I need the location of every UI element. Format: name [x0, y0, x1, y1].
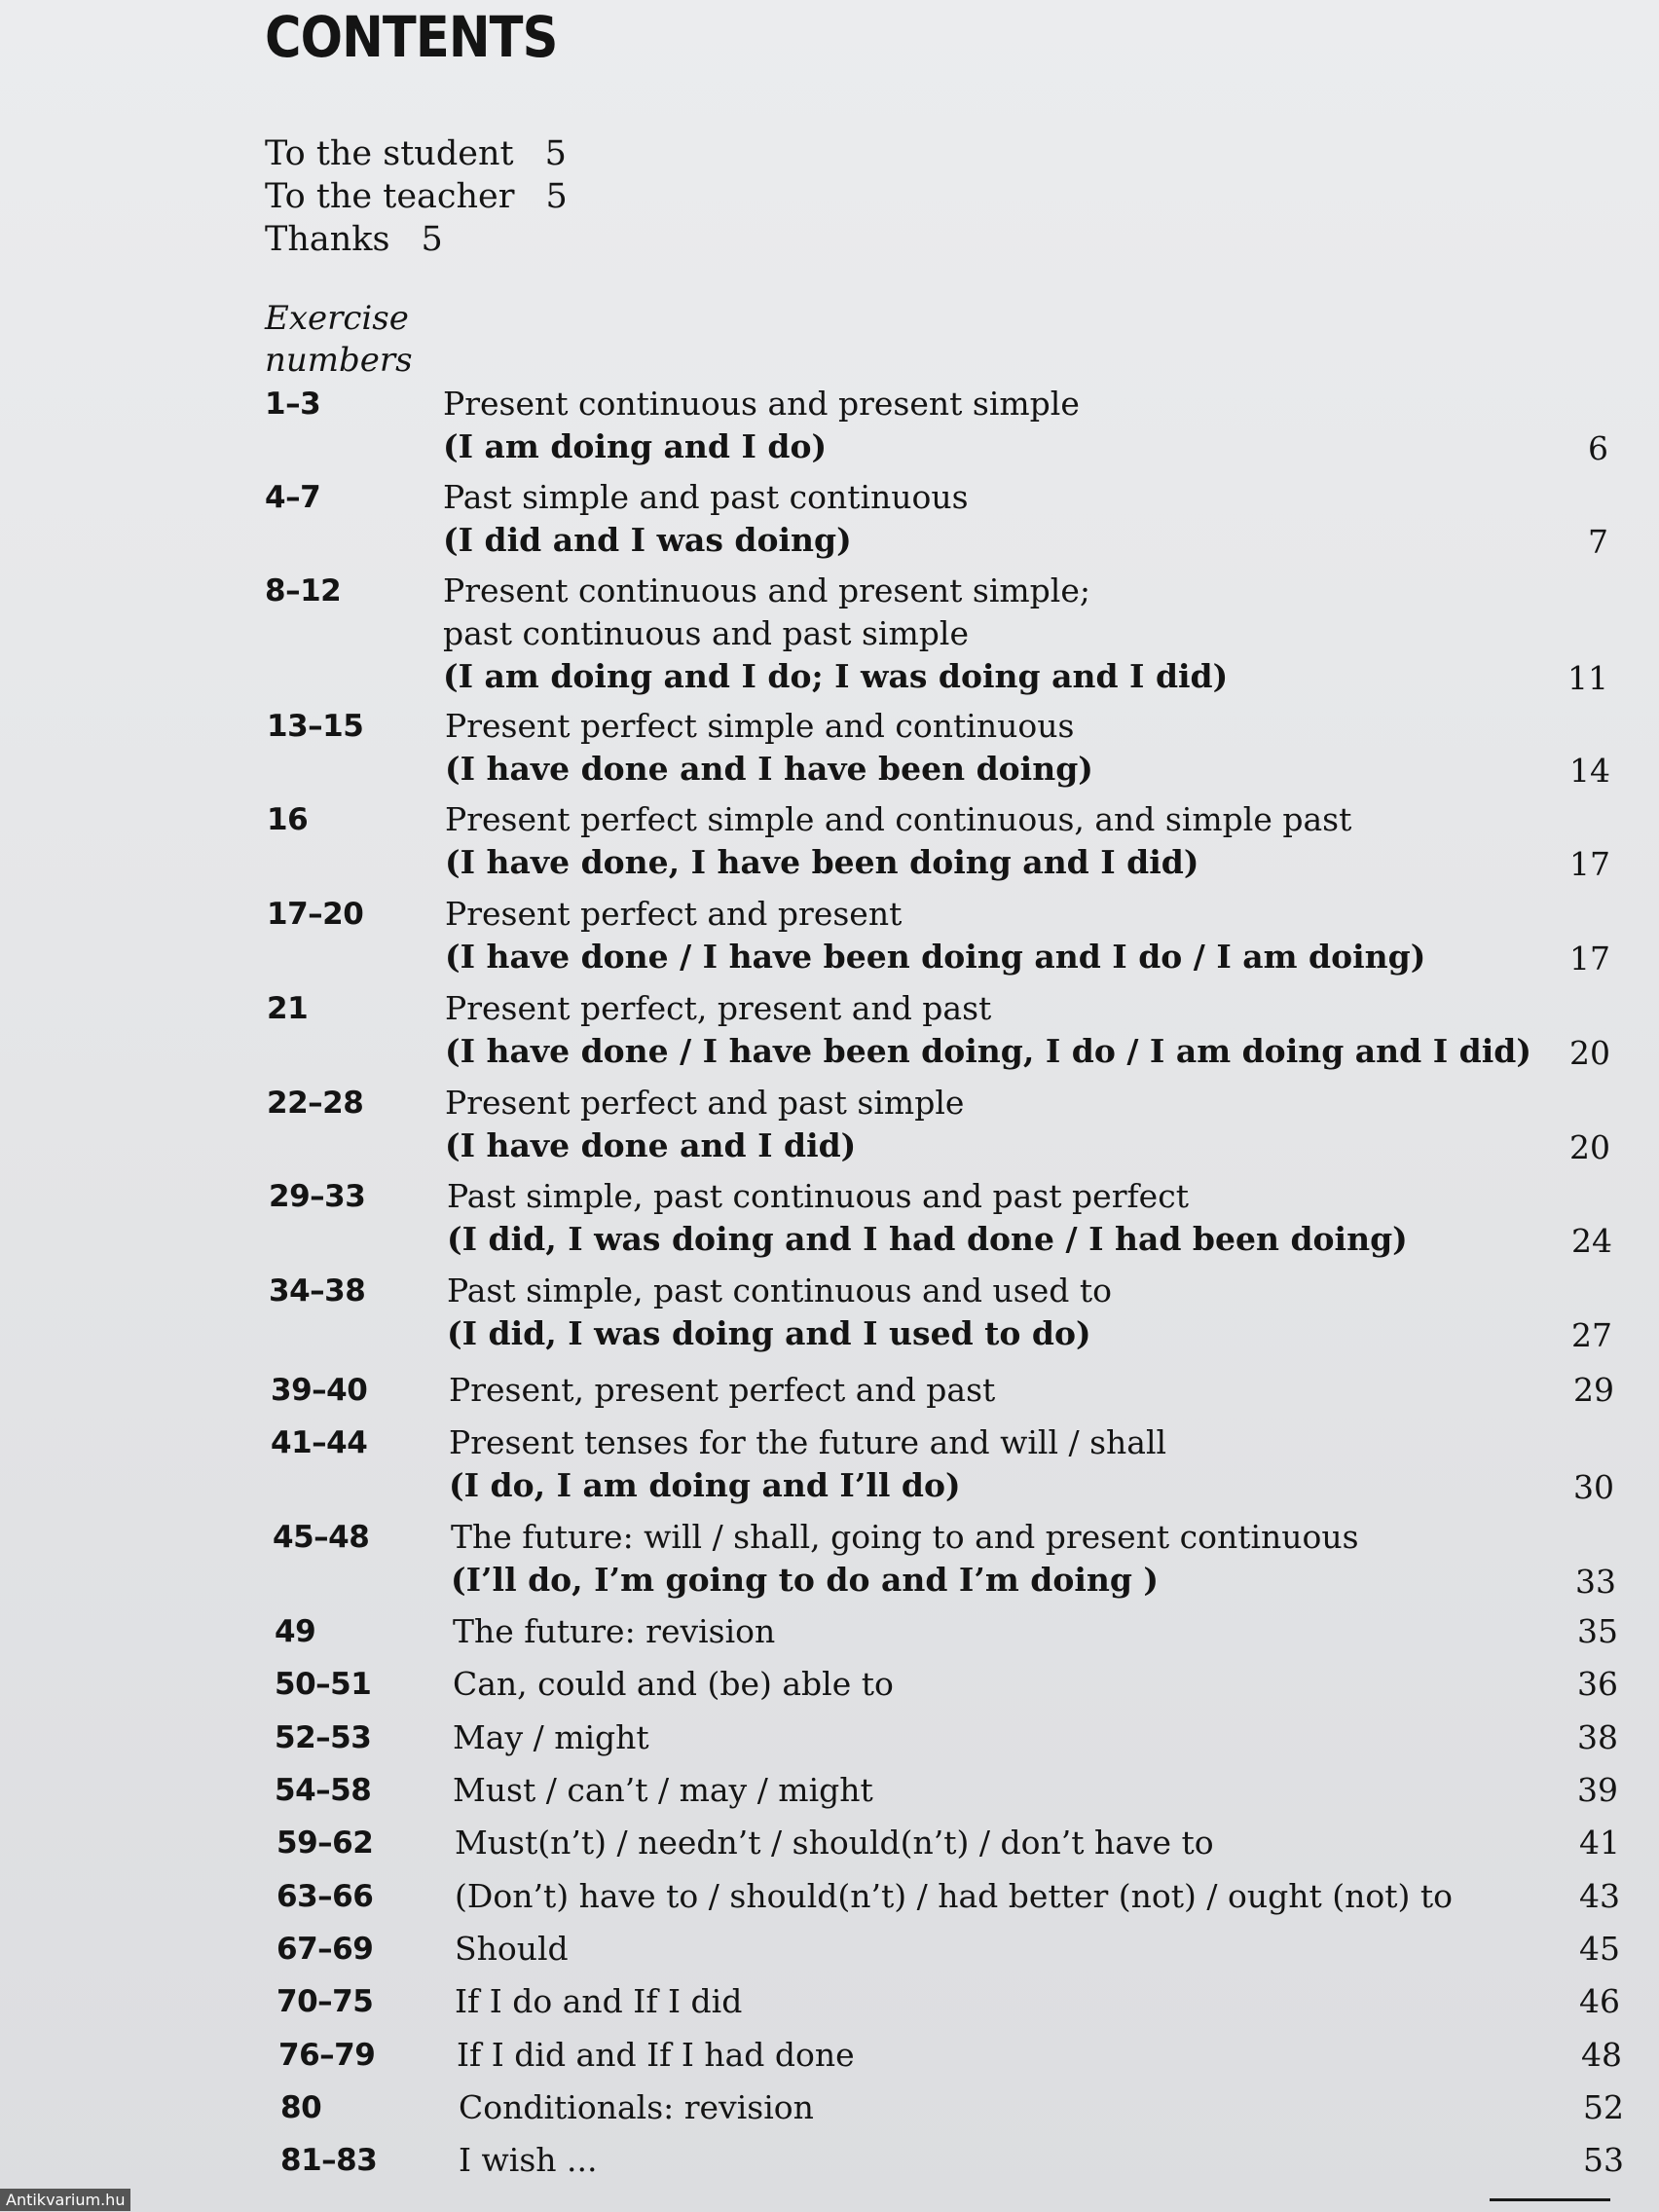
intro-page: 5 — [421, 220, 443, 259]
entry-title: Must / can’t / may / might — [453, 1771, 873, 1809]
page-number: 6 — [1588, 429, 1608, 467]
page-number: 33 — [1575, 1563, 1616, 1601]
entry-title: Must(n’t) / needn’t / should(n’t) / don’t have to — [455, 1824, 1214, 1862]
page-number: 35 — [1577, 1612, 1618, 1650]
exercise-number: 22–28 — [267, 1086, 364, 1121]
entry-example: (I have done and I have been doing) — [445, 750, 1093, 788]
entry-title: Past simple and past continuous — [443, 478, 969, 516]
entry-title: Present continuous and present simple; — [443, 571, 1090, 609]
watermark: Antikvarium.hu — [0, 2189, 130, 2211]
entry-example: (I’ll do, I’m going to do and I’m doing ) — [451, 1561, 1160, 1599]
exercise-number: 34–38 — [269, 1273, 366, 1309]
page-number: 45 — [1579, 1930, 1620, 1968]
entry-title: Can, could and (be) able to — [453, 1665, 894, 1703]
toc-row — [276, 1980, 1620, 2023]
toc-row — [271, 1421, 1614, 1509]
toc-entry-text — [455, 1875, 1453, 1918]
entry-example: (I have done, I have been doing and I did) — [445, 843, 1199, 881]
page-number: 17 — [1569, 845, 1610, 883]
exercise-number: 80 — [280, 2090, 322, 2125]
entry-title: Present perfect and present — [445, 895, 903, 933]
toc-row — [275, 1663, 1618, 1706]
entry-title: Present perfect, present and past — [445, 989, 992, 1027]
page-number: 14 — [1569, 752, 1610, 790]
exercise-number: 54–58 — [275, 1773, 372, 1808]
toc-row — [265, 383, 1608, 470]
toc-row — [273, 1516, 1616, 1604]
entry-title: Should — [455, 1930, 569, 1968]
toc-row — [280, 2139, 1624, 2182]
intro-item-student — [265, 132, 568, 175]
toc-entry-text — [449, 1369, 995, 1412]
page-number: 36 — [1577, 1665, 1618, 1703]
toc-entry-text — [453, 1769, 873, 1812]
entry-title: Past simple, past continuous and past perfect — [447, 1177, 1189, 1215]
exercise-number: 81–83 — [280, 2143, 378, 2178]
entry-title: The future: will / shall, going to and present continuous — [451, 1518, 1359, 1556]
toc-row — [267, 798, 1610, 886]
toc-entry-text — [455, 1980, 742, 2023]
intro-list — [265, 132, 568, 261]
exercise-number: 67–69 — [276, 1932, 374, 1967]
toc-entry-text — [453, 1716, 649, 1759]
intro-label: To the student — [265, 134, 514, 173]
intro-page: 5 — [544, 134, 567, 173]
toc-entry-text — [445, 987, 1531, 1073]
entry-title: Present continuous and present simple — [443, 385, 1080, 423]
intro-item-teacher — [265, 175, 568, 218]
intro-item-thanks — [265, 218, 568, 261]
page-number: 52 — [1583, 2088, 1624, 2126]
exercise-number: 21 — [267, 991, 309, 1026]
toc-row — [267, 893, 1610, 980]
entry-example: (I have done and I did) — [445, 1126, 857, 1164]
intro-label: Thanks — [265, 220, 390, 259]
exercise-number: 16 — [267, 802, 309, 837]
entry-title: Present perfect simple and continuous — [445, 707, 1075, 745]
page-number: 17 — [1569, 940, 1610, 977]
entry-example: (I did, I was doing and I had done / I had been doing) — [447, 1220, 1408, 1258]
page-number: 39 — [1577, 1771, 1618, 1809]
toc-entry-text — [447, 1175, 1408, 1261]
exercise-number: 63–66 — [276, 1879, 374, 1914]
entry-title: Present, present perfect and past — [449, 1371, 996, 1409]
toc-row — [280, 2086, 1624, 2129]
exercise-number: 76–79 — [278, 2038, 376, 2073]
entry-example: (I have done / I have been doing, I do / I am doing and I did) — [445, 1032, 1531, 1070]
heading-line: numbers — [265, 341, 413, 380]
entry-title: Past simple, past continuous and used to — [447, 1272, 1113, 1309]
toc-entry-text — [445, 893, 1425, 978]
page-number: 24 — [1571, 1222, 1612, 1260]
exercise-number: 29–33 — [269, 1179, 366, 1214]
toc-row — [275, 1610, 1618, 1653]
toc-row — [271, 1369, 1614, 1412]
bottom-rule — [1490, 2198, 1610, 2201]
toc-row — [275, 1769, 1618, 1812]
entry-title: Present tenses for the future and will / shall — [449, 1423, 1167, 1461]
exercise-number: 50–51 — [275, 1667, 372, 1702]
toc-row — [267, 1082, 1610, 1169]
toc-row — [269, 1175, 1612, 1263]
toc-entry-text — [443, 570, 1228, 698]
page-title: CONTENTS — [265, 4, 558, 70]
entry-title: Present perfect and past simple — [445, 1084, 965, 1122]
toc-entry-text — [459, 2139, 597, 2182]
heading-line: Exercise — [265, 299, 409, 338]
entry-title: Present perfect simple and continuous, and simple past — [445, 800, 1352, 838]
entry-title: The future: revision — [453, 1612, 776, 1650]
exercise-number: 13–15 — [267, 709, 364, 744]
toc-entry-text — [459, 2086, 814, 2129]
toc-row — [265, 476, 1608, 564]
entry-title: If I do and If I did — [455, 1982, 743, 2020]
entry-title-cont: past continuous and past simple — [443, 614, 969, 652]
exercise-numbers-heading — [265, 298, 413, 382]
toc-entry-text — [445, 705, 1093, 791]
page-number: 38 — [1577, 1718, 1618, 1756]
entry-title: If I did and If I had done — [457, 2036, 855, 2074]
toc-entry-text — [445, 798, 1351, 884]
toc-row — [275, 1716, 1618, 1759]
exercise-number: 4–7 — [265, 480, 321, 515]
toc-row — [278, 2034, 1622, 2077]
page-number: 30 — [1573, 1468, 1614, 1506]
page-number: 11 — [1567, 659, 1608, 697]
page-number: 29 — [1573, 1371, 1614, 1409]
toc-entry-text — [453, 1610, 775, 1653]
intro-page: 5 — [545, 177, 568, 216]
entry-title: (Don’t) have to / should(n’t) / had better (not) / ought (not) to — [455, 1877, 1453, 1915]
page-number: 46 — [1579, 1982, 1620, 2020]
page-number: 41 — [1579, 1824, 1620, 1862]
entry-title: Conditionals: revision — [459, 2088, 814, 2126]
intro-label: To the teacher — [265, 177, 515, 216]
page-number: 27 — [1571, 1316, 1612, 1354]
page-number: 20 — [1569, 1034, 1610, 1072]
entry-title: May / might — [453, 1718, 649, 1756]
toc-row — [269, 1270, 1612, 1357]
exercise-number: 17–20 — [267, 897, 364, 932]
toc-row — [276, 1822, 1620, 1864]
toc-row — [276, 1928, 1620, 1971]
entry-example: (I am doing and I do; I was doing and I did) — [443, 657, 1229, 695]
exercise-number: 59–62 — [276, 1825, 374, 1861]
toc-entry-text — [451, 1516, 1359, 1602]
exercise-number: 1–3 — [265, 387, 321, 422]
exercise-number: 41–44 — [271, 1425, 368, 1460]
toc-row — [276, 1875, 1620, 1918]
entry-title: I wish ... — [459, 2141, 598, 2179]
exercise-number: 52–53 — [275, 1720, 372, 1755]
page-number: 7 — [1588, 523, 1608, 561]
toc-entry-text — [449, 1421, 1166, 1507]
entry-example: (I have done / I have been doing and I do / I am doing) — [445, 938, 1426, 976]
toc-entry-text — [443, 476, 969, 562]
toc-entry-text — [455, 1822, 1214, 1864]
toc-row — [265, 570, 1608, 700]
toc-entry-text — [455, 1928, 569, 1971]
entry-example: (I do, I am doing and I’ll do) — [449, 1466, 961, 1504]
entry-example: (I am doing and I do) — [443, 427, 828, 465]
page-number: 20 — [1569, 1128, 1610, 1166]
toc-entry-text — [457, 2034, 855, 2077]
entry-example: (I did, I was doing and I used to do) — [447, 1314, 1091, 1352]
toc-row — [267, 987, 1610, 1075]
toc-entry-text — [453, 1663, 894, 1706]
exercise-number: 39–40 — [271, 1373, 368, 1408]
page-number: 53 — [1583, 2141, 1624, 2179]
page-number: 43 — [1579, 1877, 1620, 1915]
exercise-number: 45–48 — [273, 1520, 370, 1555]
exercise-number: 49 — [275, 1614, 316, 1649]
toc-entry-text — [443, 383, 1080, 468]
toc-row — [267, 705, 1610, 793]
exercise-number: 8–12 — [265, 573, 342, 608]
exercise-number: 70–75 — [276, 1984, 374, 2019]
entry-example: (I did and I was doing) — [443, 521, 852, 559]
page-number: 48 — [1581, 2036, 1622, 2074]
toc-entry-text — [447, 1270, 1112, 1355]
toc-entry-text — [445, 1082, 964, 1167]
